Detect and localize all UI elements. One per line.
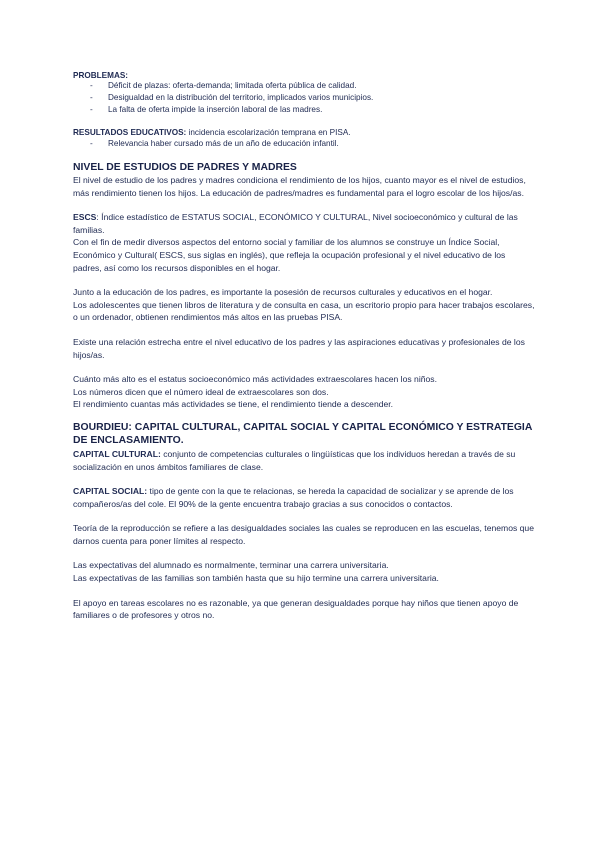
capital-social-label: CAPITAL SOCIAL: xyxy=(73,486,148,497)
resultados-text: incidencia escolarización temprana en PISA. xyxy=(186,127,351,137)
extraescolares-line-1: Cuánto más alto es el estatus socioeconómico más actividades extraescolares hacen los niños. xyxy=(73,374,437,385)
nivel-paragraph: El nivel de estudio de los padres y madres condiciona el rendimiento de los hijos, cuanto mayor es el nivel de estudios, más rendimiento tienen los hijos. La educación de padres/madres es fundamental para el logro escolar de los hijos/as. xyxy=(73,175,526,198)
problemas-heading: PROBLEMAS: xyxy=(73,71,129,80)
capital-cultural-paragraph xyxy=(73,448,535,473)
resultados-paragraph xyxy=(73,127,535,139)
recursos-paragraph-2: Los adolescentes que tienen libros de literatura y de consulta en casa, un escritorio propio para hacer trabajos escolares, o un ordenador, obtienen rendimientos más altos en las pruebas PISA. xyxy=(73,299,535,323)
list-item: - Desigualdad en la distribución del territorio, implicados varios municipios. xyxy=(73,92,535,104)
resultados-list xyxy=(73,138,535,150)
escs-label: ESCS xyxy=(73,212,97,223)
extraescolares-line-3: El rendimiento cuantas más actividades se tiene, el rendimiento tiende a descender. xyxy=(73,399,394,410)
nivel-heading: NIVEL DE ESTUDIOS DE PADRES Y MADRES xyxy=(73,161,297,173)
aspiraciones-paragraph: Existe una relación estrecha entre el nivel educativo de los padres y las aspiraciones educativas y profesionales de los hijos/as. xyxy=(73,336,525,360)
apoyo-paragraph: El apoyo en tareas escolares no es razonable, ya que generan desigualdades porque hay niños que tienen apoyo de familiares o de profesores y otros no. xyxy=(73,597,519,621)
escs-paragraph-2: Con el fin de medir diversos aspectos del entorno social y familiar de los alumnos se construye un Índice Social, Económico y Cultural( ESCS, sus siglas en inglés), que refleja la ocupación profesional y el nivel educativo de los padres, así como los recursos disponibles en el hogar. xyxy=(73,237,506,273)
extraescolares-line-2: Los números dicen que el número ideal de extraescolares son dos. xyxy=(73,386,329,397)
resultados-label: RESULTADOS EDUCATIVOS: xyxy=(73,127,187,137)
escs-paragraph xyxy=(73,211,535,236)
capital-cultural-text: conjunto de competencias culturales o lingüísticas que los individuos heredan a través de su socialización en unos ámbitos familiares de clase. xyxy=(73,448,516,472)
list-item: - Relevancia haber cursado más de un año de educación infantil. xyxy=(73,138,535,150)
capital-social-paragraph xyxy=(73,485,535,510)
recursos-paragraph: Junto a la educación de los padres, es importante la posesión de recursos culturales y educativos en el hogar. xyxy=(73,287,493,298)
reproduccion-paragraph: Teoría de la reproducción se refiere a las desigualdades sociales las cuales se reproducen en las escuelas, tenemos que darnos cuenta para poner límites al respecto. xyxy=(73,523,534,546)
capital-social-text: tipo de gente con la que te relacionas, se hereda la capacidad de socializar y se aprende de los compañeros/as del cole. El 90% de la gente encuentra trabajo gracias a sus conocidos o contactos. xyxy=(73,486,514,509)
escs-text: : Índice estadístico de ESTATUS SOCIAL, ECONÓMICO Y CULTURAL, Nivel socioeconómico y cultural de las familias. xyxy=(73,212,518,235)
bourdieu-heading: BOURDIEU: CAPITAL CULTURAL, CAPITAL SOCIAL Y CAPITAL ECONÓMICO Y ESTRATEGIA DE ENCLASAMIENTO. xyxy=(73,421,532,447)
expectativas-line-2: Las expectativas de las familias son también hasta que su hijo termine una carrera universitaria. xyxy=(73,573,439,584)
document-content xyxy=(73,71,535,622)
list-item: - Déficit de plazas: oferta-demanda; limitada oferta pública de calidad. xyxy=(73,80,535,92)
problemas-list xyxy=(73,80,535,117)
capital-cultural-label: CAPITAL CULTURAL: xyxy=(73,448,161,459)
expectativas-line-1: Las expectativas del alumnado es normalmente, terminar una carrera universitaria. xyxy=(73,560,389,571)
list-item: - La falta de oferta impide la inserción laboral de las madres. xyxy=(73,104,535,116)
